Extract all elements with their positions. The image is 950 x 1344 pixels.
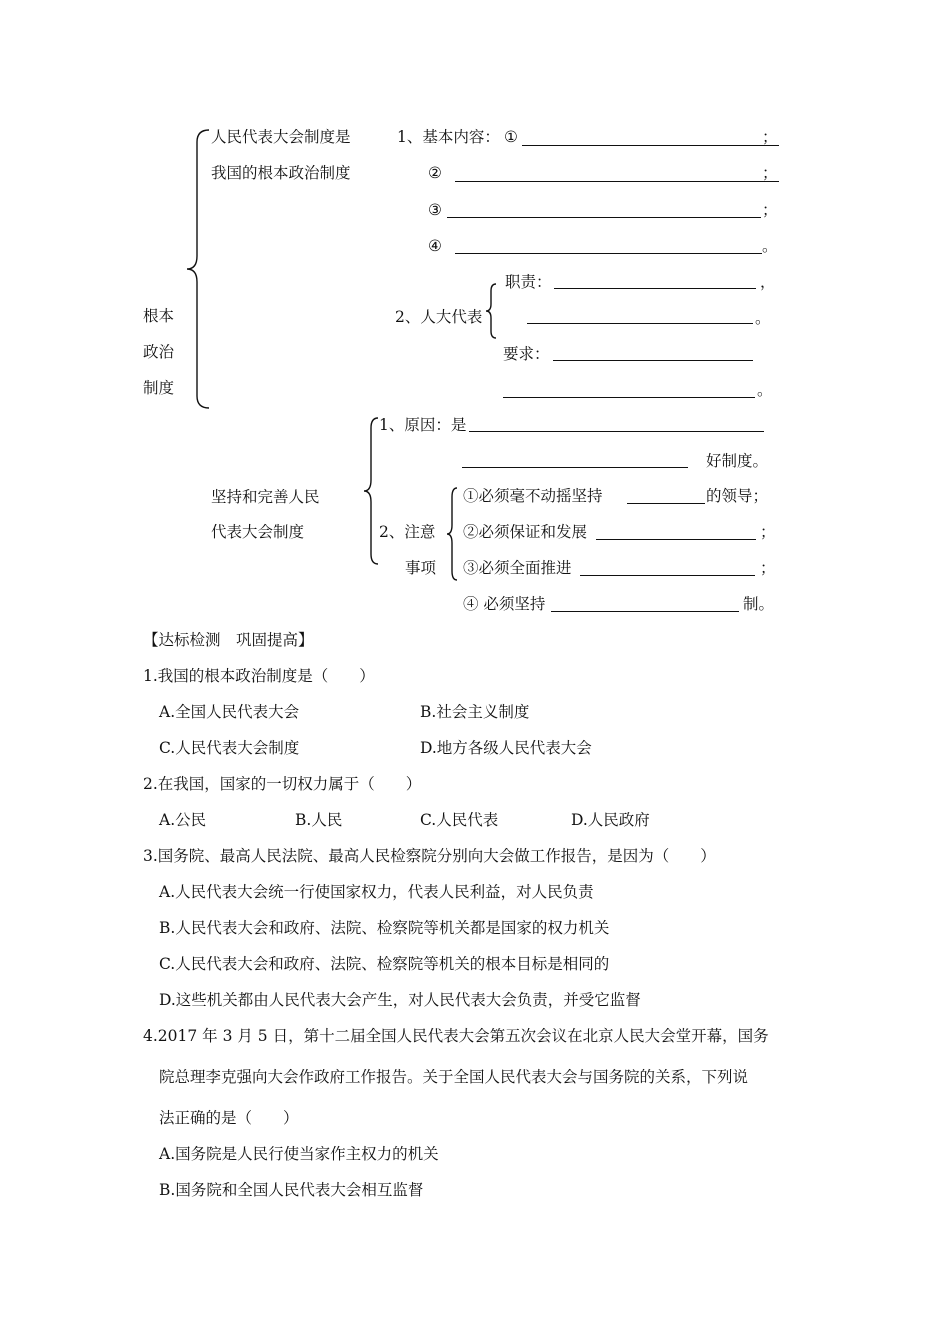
question-1-option-a[interactable]: A.全国人民代表大会: [159, 703, 300, 721]
question-2-option-a[interactable]: A.公民: [159, 811, 207, 829]
branch2-title-line-2: 代表大会制度: [211, 523, 305, 541]
question-4-stem-line-2: 院总理李克强向大会作政府工作报告。关于全国人民代表大会与国务院的关系，下列说: [159, 1068, 749, 1086]
basic-item-4-blank[interactable]: [455, 253, 762, 254]
branch2-title-line-1: 坚持和完善人民: [211, 488, 320, 506]
reason-blank-1[interactable]: [469, 431, 764, 432]
basic-item-3-num: ③: [428, 201, 442, 219]
note-3-suffix: ；: [760, 559, 776, 577]
root-label-line-2: 政治: [143, 343, 175, 361]
note-4-blank[interactable]: [551, 611, 739, 612]
question-1-option-b[interactable]: B.社会主义制度: [420, 703, 530, 721]
deputies-label: 2、人大代表: [395, 308, 483, 326]
basic-item-3-blank[interactable]: [447, 217, 761, 218]
note-2-prefix: ②必须保证和发展: [463, 523, 588, 541]
branch1-title-line-1: 人民代表大会制度是: [211, 128, 351, 146]
question-3-option-d[interactable]: D.这些机关都由人民代表大会产生，对人民代表大会负责，并受它监督: [159, 991, 641, 1009]
deputies-req-blank-1[interactable]: [553, 360, 753, 361]
note-1-blank[interactable]: [627, 503, 705, 504]
basic-item-1-blank[interactable]: [522, 145, 779, 146]
question-3-stem: 3.国务院、最高人民法院、最高人民检察院分别向大会做工作报告，是因为（ ）: [143, 847, 716, 865]
question-1-option-d[interactable]: D.地方各级人民代表大会: [420, 739, 592, 757]
question-2-option-d[interactable]: D.人民政府: [571, 811, 650, 829]
question-4-option-b[interactable]: B.国务院和全国人民代表大会相互监督: [159, 1181, 424, 1199]
note-4-prefix: ④ 必须坚持: [463, 595, 546, 613]
note-4-suffix: 制。: [743, 595, 775, 613]
basic-item-1-num: ①: [504, 128, 518, 146]
notes-label-line-2: 事项: [405, 559, 437, 577]
notes-brace: [446, 487, 460, 581]
deputies-req-label: 要求：: [503, 345, 550, 363]
basic-item-4-end: 。: [762, 237, 778, 255]
note-2-blank[interactable]: [596, 539, 756, 540]
basic-item-2-blank[interactable]: [455, 181, 779, 182]
root-label-line-1: 根本: [143, 307, 175, 325]
question-3-option-b[interactable]: B.人民代表大会和政府、法院、检察院等机关都是国家的权力机关: [159, 919, 610, 937]
deputies-duty-label: 职责：: [505, 273, 552, 291]
note-3-prefix: ③必须全面推进: [463, 559, 572, 577]
question-4-stem-line-3: 法正确的是（ ）: [159, 1109, 299, 1127]
question-2-option-b[interactable]: B.人民: [295, 811, 343, 829]
deputies-req-blank-2[interactable]: [503, 397, 755, 398]
question-1-stem: 1.我国的根本政治制度是（ ）: [143, 667, 375, 685]
question-4-option-a[interactable]: A.国务院是人民行使当家作主权力的机关: [159, 1145, 439, 1163]
deputies-duty-blank-1[interactable]: [554, 288, 756, 289]
basic-item-2-end: ；: [762, 164, 778, 182]
question-3-option-c[interactable]: C.人民代表大会和政府、法院、检察院等机关的根本目标是相同的: [159, 955, 610, 973]
branch2-brace: [362, 416, 382, 566]
note-1-suffix: 的领导；: [706, 487, 769, 505]
basic-item-4-num: ④: [428, 237, 442, 255]
question-2-stem: 2.在我国，国家的一切权力属于（ ）: [143, 775, 422, 793]
reason-blank-2[interactable]: [462, 467, 688, 468]
question-4-stem-line-1: 4.2017 年 3 月 5 日，第十二届全国人民代表大会第五次会议在北京人民大会堂开幕，国务: [143, 1027, 769, 1045]
note-3-blank[interactable]: [580, 575, 755, 576]
deputies-duty-blank-2[interactable]: [527, 323, 753, 324]
question-1-option-c[interactable]: C.人民代表大会制度: [159, 739, 300, 757]
question-3-option-a[interactable]: A.人民代表大会统一行使国家权力，代表人民利益，对人民负责: [159, 883, 594, 901]
basic-content-label: 1、基本内容：: [397, 128, 500, 146]
branch1-title-line-2: 我国的根本政治制度: [211, 164, 351, 182]
root-label-line-3: 制度: [143, 379, 175, 397]
deputies-duty-end-1: ，: [760, 273, 776, 291]
deputies-duty-end-2: 。: [755, 309, 771, 327]
reason-label: 1、原因：是: [379, 416, 467, 434]
deputies-brace: [485, 283, 499, 339]
basic-item-3-end: ；: [762, 201, 778, 219]
question-2-option-c[interactable]: C.人民代表: [420, 811, 499, 829]
note-2-suffix: ；: [760, 523, 776, 541]
deputies-req-end-2: 。: [757, 381, 773, 399]
notes-label-line-1: 2、注意: [379, 523, 436, 541]
note-1-prefix: ①必须毫不动摇坚持: [463, 487, 603, 505]
basic-item-1-end: ；: [762, 128, 778, 146]
basic-item-2-num: ②: [428, 164, 442, 182]
section-title: 【达标检测 巩固提高】: [143, 631, 314, 649]
reason-tail: 好制度。: [706, 452, 769, 470]
